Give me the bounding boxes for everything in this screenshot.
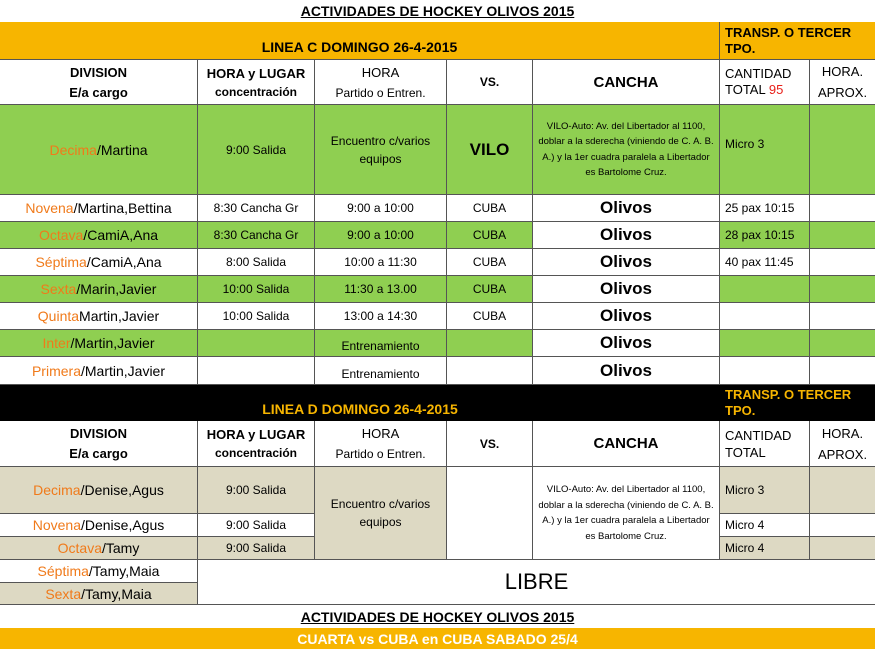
division-name: Sexta bbox=[40, 281, 77, 297]
linea-d-hora-lugar: 9:00 Salida bbox=[198, 537, 315, 560]
hora-aprox-cell bbox=[810, 249, 875, 276]
division-cell bbox=[0, 330, 198, 357]
hora-aprox-cell bbox=[810, 276, 875, 303]
division-staff: /Denise,Agus bbox=[80, 517, 165, 533]
division-name: Octava bbox=[57, 540, 102, 556]
header-hora-aprox-2: APROX. bbox=[817, 85, 868, 100]
header-cancha: CANCHA bbox=[533, 60, 720, 105]
header-concentracion: concentración bbox=[214, 446, 298, 460]
header-hora-lugar-label: HORA y LUGAR bbox=[206, 65, 306, 81]
division-cell bbox=[0, 222, 198, 249]
division-cell bbox=[0, 195, 198, 222]
linea-d-row-division bbox=[0, 514, 198, 537]
vs-cell bbox=[447, 357, 533, 385]
vs-cell: CUBA bbox=[447, 249, 533, 276]
division-staff: /Tamy,Maia bbox=[88, 563, 160, 579]
linea-c-row bbox=[0, 330, 875, 357]
division-name: Quinta bbox=[37, 308, 80, 324]
vs-cell: VILO bbox=[447, 105, 533, 195]
linea-c-transp: TRANSP. O TERCER TPO. bbox=[725, 24, 852, 56]
division-cell bbox=[0, 276, 198, 303]
division-staff: /Denise,Agus bbox=[80, 482, 164, 498]
linea-d-hora-aprox bbox=[810, 537, 875, 560]
footer-title: ACTIVIDADES DE HOCKEY OLIVOS 2015 bbox=[300, 608, 575, 625]
header-division-label: DIVISION bbox=[69, 426, 128, 441]
linea-c-row bbox=[0, 222, 875, 249]
cancha-cell: Olivos bbox=[533, 303, 720, 330]
division-name: Primera bbox=[31, 362, 81, 379]
division-cell bbox=[0, 303, 198, 330]
division-name: Inter bbox=[42, 335, 71, 351]
division-name: Séptima bbox=[35, 254, 87, 270]
linea-d-hora-aprox bbox=[810, 514, 875, 537]
header-ea-cargo: E/a cargo bbox=[69, 84, 128, 100]
hora-lugar-cell: 8:30 Cancha Gr bbox=[198, 222, 315, 249]
division-cell bbox=[0, 249, 198, 276]
linea-d-cancha: VILO-Auto: Av. del Libertador al 1100, doblar a la sderecha (viniendo de C. A. B. A.) y la 1er cuadra paralela a Libertador es Bartolome Cruz. bbox=[533, 467, 720, 560]
linea-c-row bbox=[0, 105, 875, 195]
linea-d-title: LINEA D DOMINGO 26-4-2015 bbox=[262, 401, 458, 417]
linea-d-encuentro: Encuentro c/varios equipos bbox=[315, 467, 447, 560]
hora-aprox-cell bbox=[810, 303, 875, 330]
cantidad-cell bbox=[720, 357, 810, 385]
division-staff: Martin,Javier bbox=[79, 308, 160, 324]
division-name: Sexta bbox=[45, 585, 82, 602]
linea-c-row bbox=[0, 249, 875, 276]
hora-cell: Entrenamiento bbox=[315, 330, 447, 357]
division-staff: /Martina,Bettina bbox=[73, 200, 172, 216]
linea-d-body bbox=[0, 467, 875, 605]
hora-cell: Encuentro c/varios equipos bbox=[315, 105, 447, 195]
division-name: Séptima bbox=[37, 563, 89, 579]
hora-lugar-cell bbox=[198, 357, 315, 385]
sheet-title: ACTIVIDADES DE HOCKEY OLIVOS 2015 bbox=[300, 3, 575, 19]
cantidad-cell: 25 pax 10:15 bbox=[720, 195, 810, 222]
header-hora-label: HORA bbox=[361, 64, 400, 80]
division-name: Novena bbox=[25, 200, 74, 216]
linea-d-transp: TRANSP. O TERCER TPO. bbox=[725, 387, 852, 418]
linea-d-hora-lugar: 9:00 Salida bbox=[198, 514, 315, 537]
cancha-cell: VILO-Auto: Av. del Libertador al 1100, doblar a la sderecha (viniendo de C. A. B. A.) y la 1er cuadra paralela a Libertador es Bartolome Cruz. bbox=[533, 105, 720, 195]
sheet-title-row bbox=[0, 0, 875, 22]
division-staff: /Marin,Javier bbox=[76, 281, 157, 297]
footer-title-row bbox=[0, 605, 875, 628]
division-staff: /CamiA,Ana bbox=[83, 227, 159, 243]
hora-aprox-cell bbox=[810, 330, 875, 357]
vs-cell: CUBA bbox=[447, 276, 533, 303]
header-total-label: TOTAL bbox=[725, 444, 766, 460]
linea-d-cantidad: Micro 4 bbox=[720, 537, 810, 560]
cantidad-cell bbox=[720, 303, 810, 330]
linea-d-hora-aprox bbox=[810, 467, 875, 514]
header-hora-lugar bbox=[198, 421, 315, 467]
linea-d-row-division bbox=[0, 583, 198, 605]
division-staff: /Martin,Javier bbox=[70, 335, 155, 351]
header-hora-aprox bbox=[810, 60, 875, 105]
linea-d-hora-lugar: 9:00 Salida bbox=[198, 467, 315, 514]
vs-cell: CUBA bbox=[447, 195, 533, 222]
division-cell bbox=[0, 357, 198, 385]
hora-cell: 9:00 a 10:00 bbox=[315, 222, 447, 249]
division-name: Decima bbox=[33, 482, 81, 498]
cantidad-cell bbox=[720, 276, 810, 303]
header-vs: VS. bbox=[447, 421, 533, 467]
vs-cell: CUBA bbox=[447, 222, 533, 249]
hora-lugar-cell: 10:00 Salida bbox=[198, 303, 315, 330]
header-vs: VS. bbox=[447, 60, 533, 105]
division-staff: /Tamy bbox=[102, 540, 140, 556]
header-cantidad-label: CANTIDAD bbox=[725, 427, 792, 443]
division-name: Octava bbox=[38, 227, 84, 243]
linea-d-row-division bbox=[0, 560, 198, 583]
header-division-label: DIVISION bbox=[69, 64, 128, 80]
linea-c-title: LINEA C DOMINGO 26-4-2015 bbox=[0, 22, 720, 59]
division-staff: /Martina bbox=[96, 141, 148, 158]
cantidad-cell bbox=[720, 330, 810, 357]
hora-aprox-cell bbox=[810, 105, 875, 195]
cancha-cell: Olivos bbox=[533, 249, 720, 276]
header-hora-aprox-1: HORA. bbox=[821, 425, 864, 441]
header-hora-lugar-label: HORA y LUGAR bbox=[206, 427, 306, 442]
vs-cell: CUBA bbox=[447, 303, 533, 330]
hora-cell: 11:30 a 13.00 bbox=[315, 276, 447, 303]
division-staff: /Tamy,Maia bbox=[81, 585, 152, 602]
linea-d-banner bbox=[0, 385, 875, 421]
header-cantidad bbox=[720, 60, 810, 105]
hora-lugar-cell: 8:30 Cancha Gr bbox=[198, 195, 315, 222]
footer-banner-text: CUARTA vs CUBA en CUBA SABADO 25/4 bbox=[297, 630, 578, 647]
hora-aprox-cell bbox=[810, 222, 875, 249]
header-hora-aprox-2: APROX. bbox=[817, 446, 868, 462]
hora-aprox-cell bbox=[810, 195, 875, 222]
header-hora-lugar bbox=[198, 60, 315, 105]
linea-d-cantidad: Micro 3 bbox=[720, 467, 810, 514]
cancha-cell: Olivos bbox=[533, 195, 720, 222]
header-division bbox=[0, 60, 198, 105]
header-hora-aprox bbox=[810, 421, 875, 467]
linea-d-vs bbox=[447, 467, 533, 560]
cantidad-cell: 28 pax 10:15 bbox=[720, 222, 810, 249]
cantidad-cell: Micro 3 bbox=[720, 105, 810, 195]
division-name: Decima bbox=[49, 141, 97, 158]
division-staff: /Martin,Javier bbox=[80, 362, 166, 379]
total-count: 95 bbox=[768, 82, 784, 97]
cantidad-cell: 40 pax 11:45 bbox=[720, 249, 810, 276]
vs-cell bbox=[447, 330, 533, 357]
header-hora-label: HORA bbox=[361, 426, 400, 441]
header-concentracion: concentración bbox=[214, 84, 298, 99]
header-partido: Partido o Entren. bbox=[335, 85, 426, 100]
header-cantidad-label: CANTIDAD bbox=[725, 66, 792, 81]
header-ea-cargo: E/a cargo bbox=[69, 446, 128, 461]
linea-c-header bbox=[0, 59, 875, 105]
libre-cell: LIBRE bbox=[198, 560, 875, 605]
cancha-cell: Olivos bbox=[533, 222, 720, 249]
hora-cell: 9:00 a 10:00 bbox=[315, 195, 447, 222]
header-hora bbox=[315, 60, 447, 105]
linea-c-row bbox=[0, 195, 875, 222]
hora-lugar-cell: 10:00 Salida bbox=[198, 276, 315, 303]
linea-c-row bbox=[0, 303, 875, 330]
header-hora bbox=[315, 421, 447, 467]
hora-lugar-cell bbox=[198, 330, 315, 357]
header-hora-aprox-1: HORA. bbox=[821, 64, 864, 79]
division-cell bbox=[0, 105, 198, 195]
linea-c-row bbox=[0, 357, 875, 385]
hora-cell: 10:00 a 11:30 bbox=[315, 249, 447, 276]
linea-c-banner bbox=[0, 22, 875, 59]
linea-d-row-division bbox=[0, 537, 198, 560]
linea-c-row bbox=[0, 276, 875, 303]
hora-lugar-cell: 8:00 Salida bbox=[198, 249, 315, 276]
hora-aprox-cell bbox=[810, 357, 875, 385]
hora-cell: 13:00 a 14:30 bbox=[315, 303, 447, 330]
linea-d-cantidad: Micro 4 bbox=[720, 514, 810, 537]
cancha-cell: Olivos bbox=[533, 276, 720, 303]
header-total-label: TOTAL bbox=[725, 82, 766, 97]
header-cantidad bbox=[720, 421, 810, 467]
header-cancha: CANCHA bbox=[533, 421, 720, 467]
division-staff: /CamiA,Ana bbox=[86, 254, 162, 270]
cancha-cell: Olivos bbox=[533, 357, 720, 385]
cancha-cell: Olivos bbox=[533, 330, 720, 357]
hora-lugar-cell: 9:00 Salida bbox=[198, 105, 315, 195]
division-name: Novena bbox=[32, 517, 81, 533]
hora-cell: Entrenamiento bbox=[315, 357, 447, 385]
header-partido: Partido o Entren. bbox=[335, 447, 426, 461]
linea-d-row-division bbox=[0, 467, 198, 514]
footer-banner bbox=[0, 628, 875, 649]
linea-d-header bbox=[0, 421, 875, 467]
header-division bbox=[0, 421, 198, 467]
